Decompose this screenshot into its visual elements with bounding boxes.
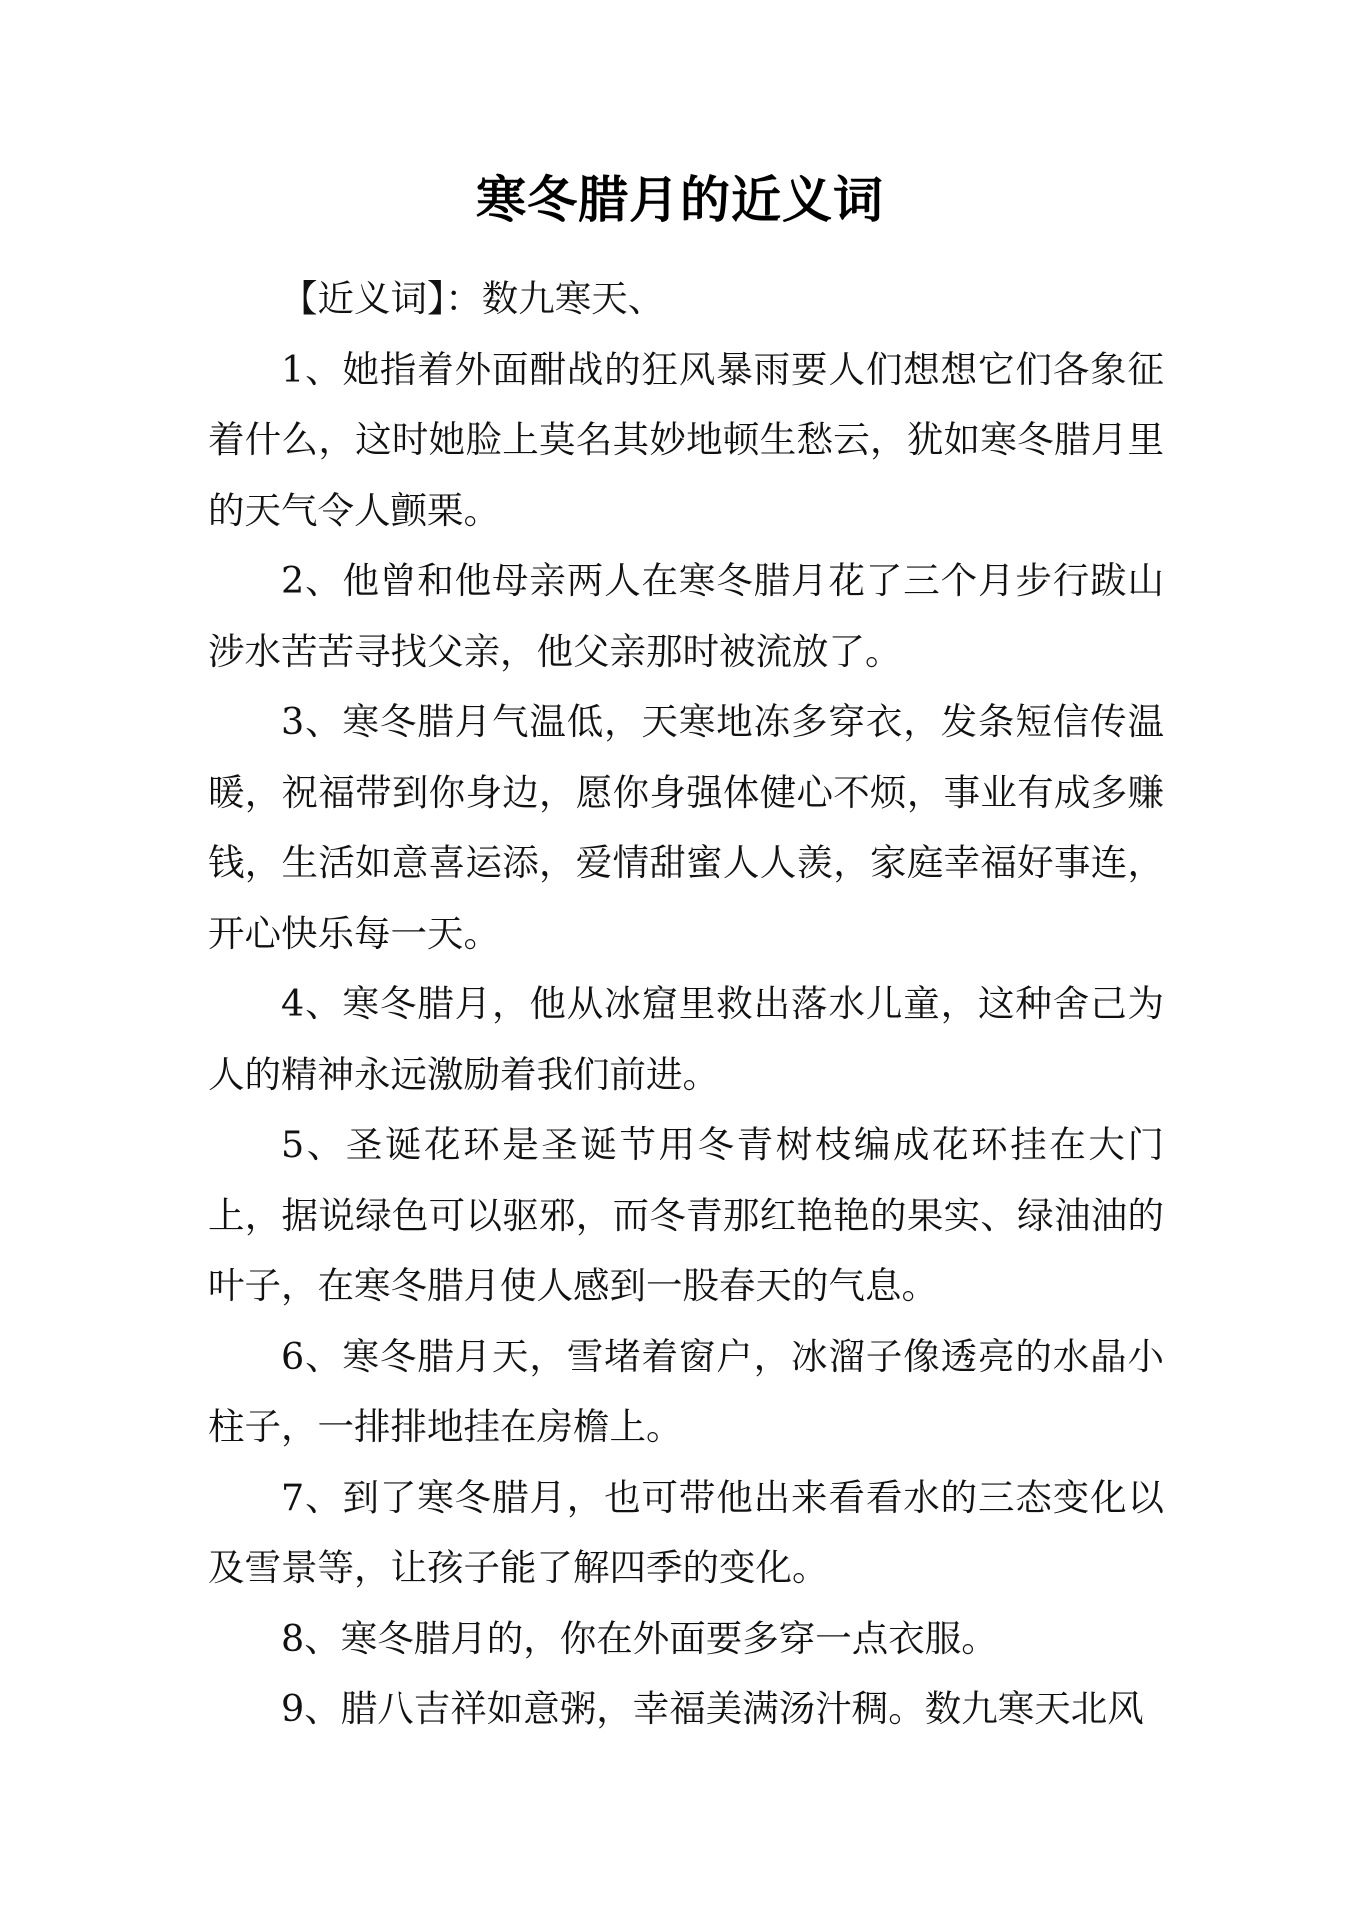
example-sentence: 8、寒冬腊月的，你在外面要多穿一点衣服。 (281, 1616, 998, 1660)
document-title: 寒冬腊月的近义词 (476, 171, 884, 229)
example-sentence: 2、他曾和他母亲两人在寒冬腊月花了三个月步行跋山涉水苦苦寻找父亲，他父亲那时被流放了。 (208, 559, 1164, 673)
example-sentence: 1、她指着外面酣战的狂风暴雨要人们想想它们各象征着什么，这时她脸上莫名其妙地顿生愁云，犹如寒冬腊月里的天气令人颤栗。 (208, 347, 1164, 532)
example-sentence: 4、寒冬腊月，他从冰窟里救出落水儿童，这种舍己为人的精神永远激励着我们前进。 (208, 982, 1164, 1096)
example-sentence: 7、到了寒冬腊月，也可带他出来看看水的三态变化以及雪景等，让孩子能了解四季的变化。 (208, 1475, 1164, 1589)
example-sentence: 6、寒冬腊月天，雪堵着窗户，冰溜子像透亮的水晶小柱子，一排排地挂在房檐上。 (208, 1334, 1164, 1448)
synonym-line: 【近义词】：数九寒天、 (281, 277, 665, 320)
example-sentence: 5、圣诞花环是圣诞节用冬青树枝编成花环挂在大门上，据说绿色可以驱邪，而冬青那红艳艳的果实、绿油油的叶子，在寒冬腊月使人感到一股春天的气息。 (208, 1123, 1164, 1307)
document-body (208, 264, 1164, 1745)
example-sentence: 3、寒冬腊月气温低，天寒地冻多穿衣，发条短信传温暖，祝福带到你身边，愿你身强体健心不烦，事业有成多赚钱，生活如意喜运添，爱情甜蜜人人羡，家庭幸福好事连，开心快乐每一天。 (208, 700, 1164, 955)
example-sentence: 9、腊八吉祥如意粥，幸福美满汤汁稠。数九寒天北风 (281, 1687, 1144, 1730)
